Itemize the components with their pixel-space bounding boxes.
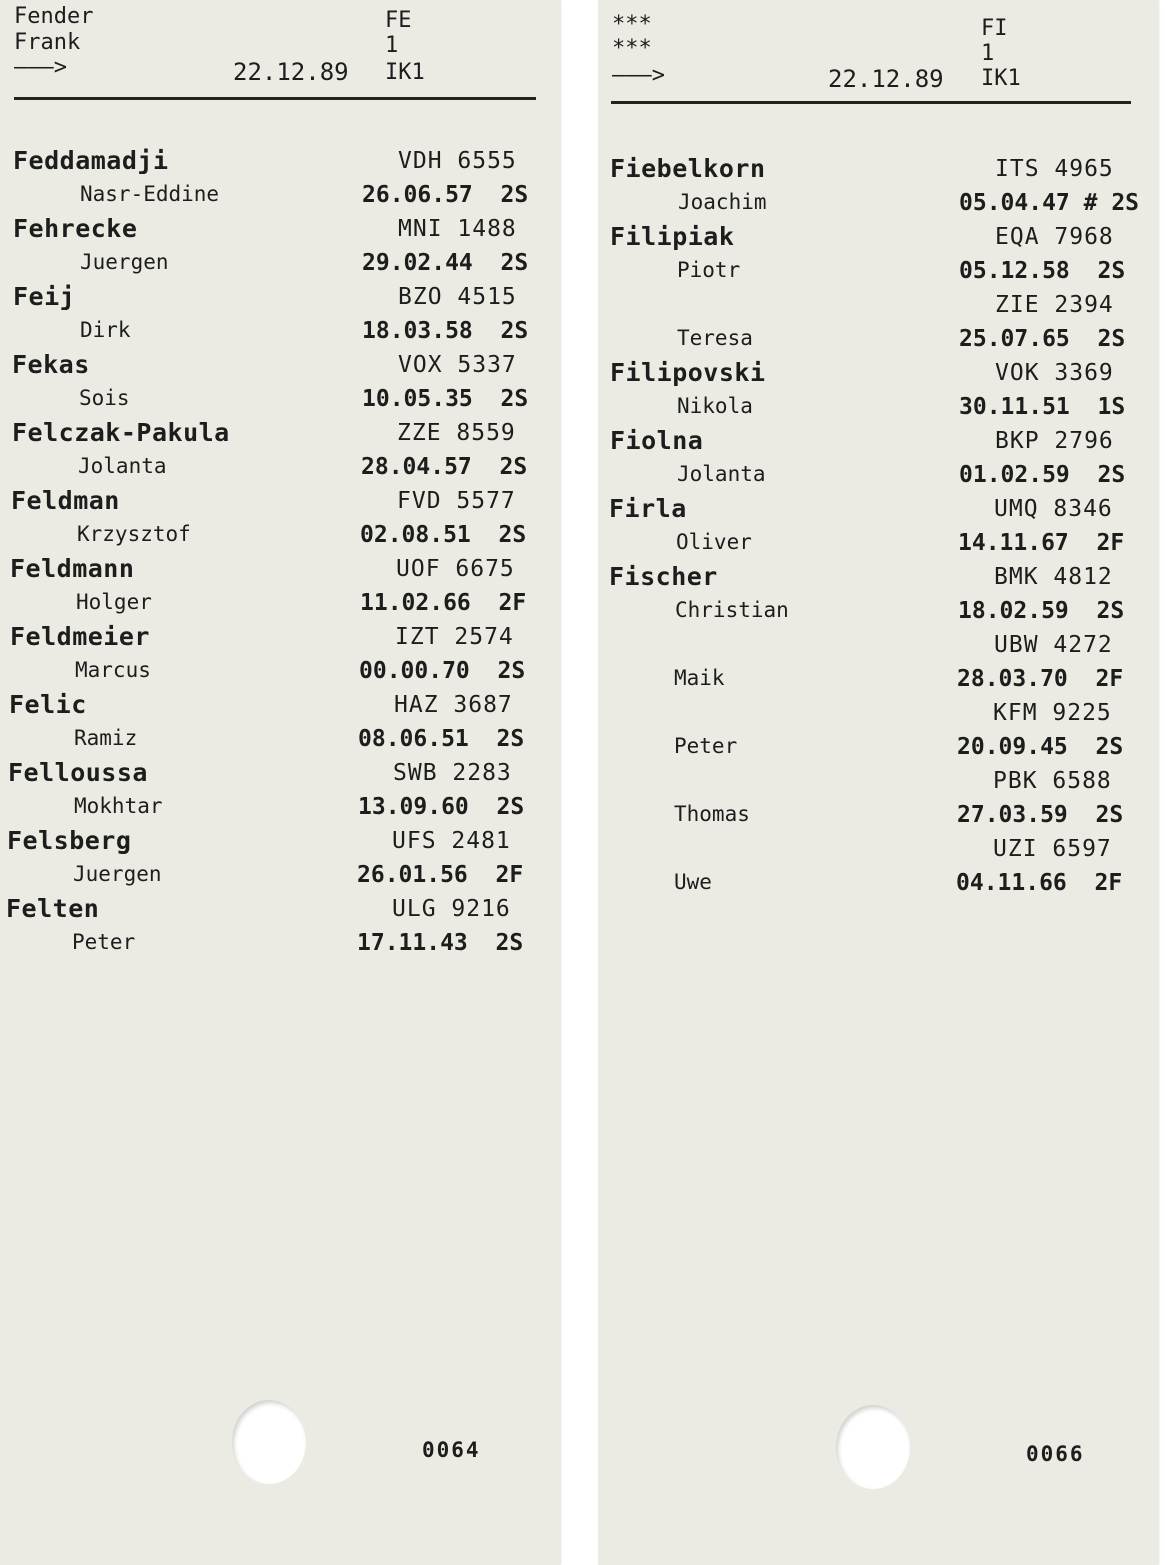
table-row: [0, 520, 560, 554]
entry-code: HAZ 3687: [394, 692, 513, 718]
entry-first-name: Thomas: [674, 802, 750, 826]
entry-first-name: Nasr-Eddine: [80, 182, 220, 206]
entry-surname: Feldman: [11, 486, 120, 515]
entry-surname: Felloussa: [8, 758, 148, 787]
header-arrow: ———>: [14, 55, 67, 80]
entry-code: SWB 2283: [393, 760, 512, 786]
entry-surname: Fehrecke: [13, 214, 138, 243]
entry-surname: Fischer: [609, 562, 718, 591]
header-code: FE: [385, 8, 412, 33]
entry-first-name: Jolanta: [78, 454, 167, 478]
table-row: [0, 792, 560, 826]
table-row: [0, 928, 560, 962]
entry-date: 27.03.59 2S: [957, 802, 1124, 828]
entry-date: 30.11.51 1S: [959, 394, 1126, 420]
entry-first-name: Sois: [79, 386, 130, 410]
entry-surname: Feij: [13, 282, 76, 311]
entry-code: VOK 3369: [995, 360, 1114, 386]
entry-first-name: Dirk: [80, 318, 131, 342]
entry-first-name: Marcus: [75, 658, 151, 682]
table-row: [0, 316, 560, 350]
entry-surname: Felsberg: [7, 826, 132, 855]
table-row: [0, 554, 560, 588]
table-row: [598, 222, 1158, 256]
entry-first-name: Krzysztof: [77, 522, 191, 546]
table-row: [0, 860, 560, 894]
table-row: [0, 146, 560, 180]
entry-code: UBW 4272: [994, 632, 1113, 658]
entry-first-name: Oliver: [676, 530, 752, 554]
table-row: [0, 588, 560, 622]
card-fi: [598, 0, 1158, 1565]
entry-code: UFS 2481: [392, 828, 511, 854]
card-number: 0066: [1026, 1442, 1085, 1466]
table-row: [598, 630, 1158, 664]
punch-hole: [232, 1400, 306, 1484]
entry-date: 26.06.57 2S: [362, 182, 529, 208]
table-row: [598, 596, 1158, 630]
entry-surname: Felten: [6, 894, 100, 923]
entry-first-name: Juergen: [80, 250, 169, 274]
entry-date: 00.00.70 2S: [359, 658, 526, 684]
entry-list: [598, 154, 1158, 902]
table-row: [0, 282, 560, 316]
entry-date: 13.09.60 2S: [358, 794, 525, 820]
entry-first-name: Christian: [675, 598, 789, 622]
entry-date: 02.08.51 2S: [360, 522, 527, 548]
header-number: 1: [981, 41, 995, 66]
entry-code: UMQ 8346: [994, 496, 1113, 522]
table-row: [598, 732, 1158, 766]
entry-surname: Fiebelkorn: [610, 154, 766, 183]
entry-code: ULG 9216: [392, 896, 511, 922]
table-row: [598, 426, 1158, 460]
table-row: [598, 698, 1158, 732]
entry-surname: Feldmeier: [10, 622, 150, 651]
entry-date: 05.04.47 # 2S: [959, 190, 1140, 216]
entry-code: ITS 4965: [995, 156, 1114, 182]
table-row: [598, 154, 1158, 188]
entry-first-name: Uwe: [674, 870, 712, 894]
entry-first-name: Peter: [674, 734, 738, 758]
entry-code: MNI 1488: [398, 216, 517, 242]
table-row: [0, 486, 560, 520]
entry-date: 10.05.35 2S: [362, 386, 529, 412]
entry-date: 18.02.59 2S: [958, 598, 1125, 624]
table-row: [598, 528, 1158, 562]
entry-code: UOF 6675: [396, 556, 515, 582]
table-row: [0, 690, 560, 724]
header-name-line1: Fender: [14, 4, 94, 29]
header-name-line2: ***: [612, 36, 652, 61]
table-row: [598, 256, 1158, 290]
table-row: [0, 418, 560, 452]
entry-code: ZIE 2394: [995, 292, 1114, 318]
entry-surname: Filipovski: [610, 358, 766, 387]
entry-first-name: Peter: [72, 930, 136, 954]
entry-date: 14.11.67 2F: [958, 530, 1125, 556]
entry-code: FVD 5577: [397, 488, 516, 514]
entry-code: BMK 4812: [994, 564, 1113, 590]
table-row: [0, 724, 560, 758]
card-fe: [0, 0, 560, 1565]
entry-surname: Felczak-Pakula: [12, 418, 230, 447]
entry-date: 11.02.66 2F: [360, 590, 527, 616]
entry-date: 20.09.45 2S: [957, 734, 1124, 760]
header-arrow: ———>: [612, 63, 665, 88]
table-row: [0, 622, 560, 656]
entry-code: BKP 2796: [995, 428, 1114, 454]
entry-code: KFM 9225: [993, 700, 1112, 726]
entry-date: 29.02.44 2S: [362, 250, 529, 276]
entry-code: ZZE 8559: [397, 420, 516, 446]
entry-code: EQA 7968: [995, 224, 1114, 250]
table-row: [0, 214, 560, 248]
header-name-line1: ***: [612, 12, 652, 37]
punch-hole: [836, 1405, 910, 1489]
table-row: [0, 248, 560, 282]
entry-first-name: Mokhtar: [74, 794, 163, 818]
table-row: [598, 562, 1158, 596]
entry-date: 01.02.59 2S: [959, 462, 1126, 488]
entry-date: 28.03.70 2F: [957, 666, 1124, 692]
entry-first-name: Maik: [674, 666, 725, 690]
table-row: [598, 868, 1158, 902]
entry-first-name: Teresa: [677, 326, 753, 350]
entry-surname: Feddamadji: [13, 146, 169, 175]
table-row: [598, 358, 1158, 392]
entry-first-name: Piotr: [677, 258, 741, 282]
entry-date: 18.03.58 2S: [362, 318, 529, 344]
entry-code: VOX 5337: [398, 352, 517, 378]
entry-first-name: Jolanta: [677, 462, 766, 486]
table-row: [0, 350, 560, 384]
entry-date: 28.04.57 2S: [361, 454, 528, 480]
entry-list: [0, 146, 560, 962]
entry-surname: Felic: [9, 690, 87, 719]
entry-code: UZI 6597: [993, 836, 1112, 862]
header-date: 22.12.89: [828, 65, 944, 93]
entry-date: 04.11.66 2F: [956, 870, 1123, 896]
entry-first-name: Holger: [76, 590, 152, 614]
entry-first-name: Juergen: [73, 862, 162, 886]
header-divider: [611, 101, 1131, 104]
entry-surname: Feldmann: [10, 554, 135, 583]
entry-code: VDH 6555: [398, 148, 517, 174]
header-code: FI: [981, 16, 1008, 41]
entry-surname: Fekas: [12, 350, 90, 379]
entry-first-name: Ramiz: [74, 726, 138, 750]
table-row: [598, 834, 1158, 868]
table-row: [598, 766, 1158, 800]
table-row: [0, 758, 560, 792]
table-row: [598, 324, 1158, 358]
header-unit: IK1: [385, 60, 425, 85]
entry-first-name: Nikola: [677, 394, 753, 418]
entry-code: IZT 2574: [395, 624, 514, 650]
entry-surname: Firla: [609, 494, 687, 523]
header-number: 1: [385, 33, 399, 58]
header-divider: [14, 97, 536, 100]
entry-code: PBK 6588: [993, 768, 1112, 794]
table-row: [0, 180, 560, 214]
table-row: [0, 656, 560, 690]
entry-date: 05.12.58 2S: [959, 258, 1126, 284]
card-number: 0064: [422, 1438, 481, 1462]
entry-date: 25.07.65 2S: [959, 326, 1126, 352]
table-row: [0, 452, 560, 486]
entry-date: 26.01.56 2F: [357, 862, 524, 888]
table-row: [598, 800, 1158, 834]
entry-surname: Fiolna: [610, 426, 704, 455]
table-row: [598, 392, 1158, 426]
table-row: [598, 188, 1158, 222]
header-name-line2: Frank: [14, 30, 81, 55]
entry-date: 08.06.51 2S: [358, 726, 525, 752]
header-unit: IK1: [981, 66, 1021, 91]
table-row: [598, 664, 1158, 698]
entry-code: BZO 4515: [398, 284, 517, 310]
header-date: 22.12.89: [233, 58, 349, 86]
table-row: [0, 894, 560, 928]
table-row: [598, 290, 1158, 324]
table-row: [0, 826, 560, 860]
table-row: [598, 494, 1158, 528]
entry-surname: Filipiak: [610, 222, 735, 251]
entry-date: 17.11.43 2S: [357, 930, 524, 956]
entry-first-name: Joachim: [678, 190, 767, 214]
table-row: [598, 460, 1158, 494]
table-row: [0, 384, 560, 418]
